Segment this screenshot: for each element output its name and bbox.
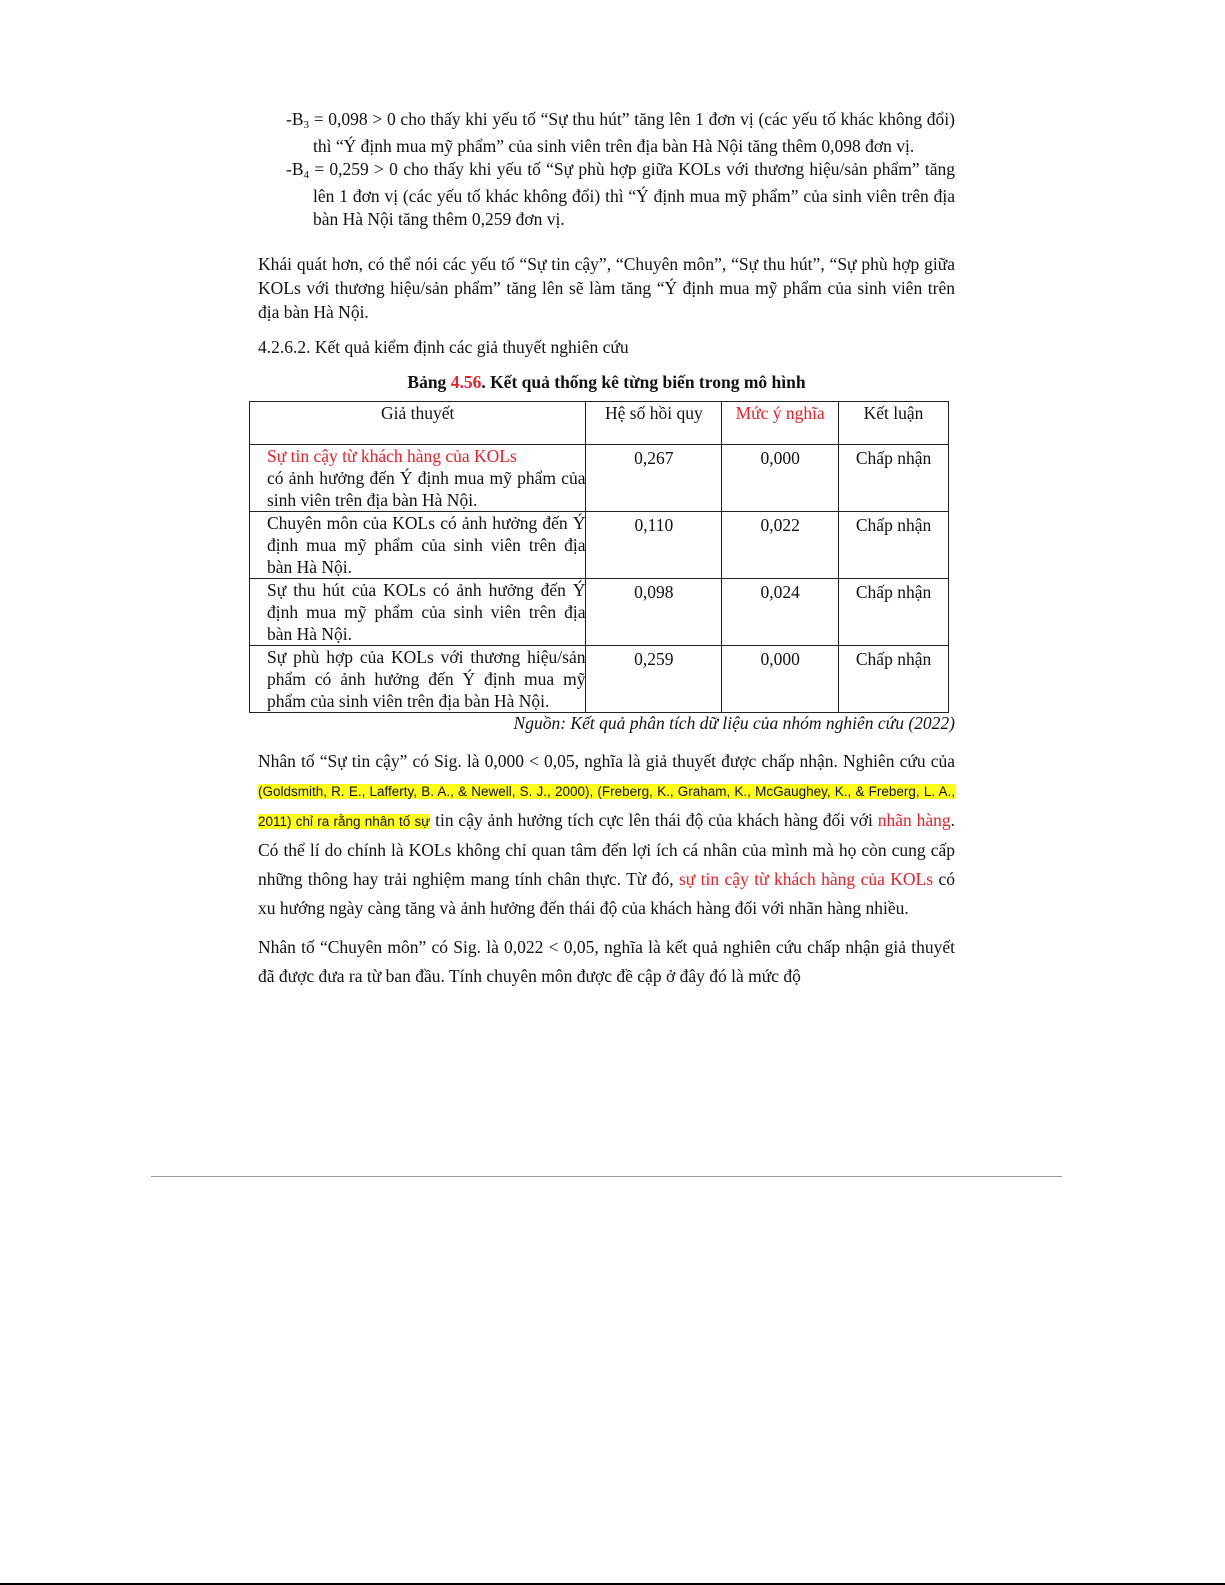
table-caption: Bảng 4.56. Kết quả thống kê từng biến trong mô hình [407, 371, 806, 392]
table-row [250, 511, 949, 578]
table-row [250, 444, 949, 511]
footer-divider [151, 1176, 1062, 1177]
table-header-row [250, 401, 949, 444]
summary-paragraph: Khái quát hơn, có thể nói các yếu tố “Sự tin cậy”, “Chuyên môn”, “Sự thu hút”, “Sự phù hợp giữa KOLs với thương hiệu/sản phẩm” tăng lên sẽ làm tăng “Ý định mua mỹ phẩm của sinh viên trên địa bàn Hà Nội. [258, 253, 955, 322]
header-coefficient: Hệ số hồi quy [586, 401, 722, 444]
conclusion-cell: Chấp nhận [839, 578, 949, 645]
conclusion-cell: Chấp nhận [839, 444, 949, 511]
results-table [249, 401, 949, 713]
conclusion-cell: Chấp nhận [839, 511, 949, 578]
significance-cell: 0,000 [722, 444, 839, 511]
significance-cell: 0,000 [722, 645, 839, 712]
table-row [250, 645, 949, 712]
bullet-b3: $-B_3 = 0,098 > 0$ cho thấy khi yếu tố “Sự thu hút” tăng lên 1 đơn vị (các yếu tố khác không đổi) thì “Ý định mua mỹ phẩm” của sinh viên trên địa bàn Hà Nội tăng thêm 0,098 đơn vị. [286, 109, 955, 156]
conclusion-cell: Chấp nhận [839, 645, 949, 712]
bullet-b4: $-B_4 = 0,259 > 0$ cho thấy khi yếu tố “Sự phù hợp giữa KOLs với thương hiệu/sản phẩm” tăng lên 1 đơn vị (các yếu tố khác không đổi) thì “Ý định mua mỹ phẩm” của sinh viên trên địa bàn Hà Nội tăng thêm 0,259 đơn vị. [286, 159, 955, 229]
document-body [258, 108, 955, 991]
coefficient-cell: 0,110 [586, 511, 722, 578]
table-row [250, 578, 949, 645]
paragraph-expertise: Nhân tố “Chuyên môn” có Sig. là 0,022 < 0,05, nghĩa là kết quả nghiên cứu chấp nhận giả thuyết đã được đưa ra từ ban đầu. Tính chuyên môn được đề cập ở đây đó là mức độ [258, 936, 955, 986]
significance-cell: 0,024 [722, 578, 839, 645]
hypothesis-cell: Sự tin cậy từ khách hàng của KOLs có ảnh hưởng đến Ý định mua mỹ phẩm của sinh viên trên địa bàn Hà Nội. [250, 444, 586, 511]
significance-cell: 0,022 [722, 511, 839, 578]
header-hypothesis: Giả thuyết [250, 401, 586, 444]
table-source: Nguồn: Kết quả phân tích dữ liệu của nhóm nghiên cứu (2022) [513, 712, 955, 733]
citation-highlight: (Goldsmith, R. E., Lafferty, B. A., & Newell, S. J., 2000), (Freberg, K., Graham, K., McGaughey, K., & Freberg, L. A., 2011) chỉ ra rằng nhân tố sự [258, 783, 955, 829]
hypothesis-cell: Chuyên môn của KOLs có ảnh hưởng đến Ý định mua mỹ phẩm của sinh viên trên địa bàn Hà Nội. [250, 511, 586, 578]
coefficient-cell: 0,259 [586, 645, 722, 712]
header-significance: Mức ý nghĩa [722, 401, 839, 444]
section-heading: 4.2.6.2. Kết quả kiểm định các giả thuyết nghiên cứu [258, 336, 629, 357]
coefficient-cell: 0,098 [586, 578, 722, 645]
header-conclusion: Kết luận [839, 401, 949, 444]
hypothesis-cell: Sự phù hợp của KOLs với thương hiệu/sản phẩm có ảnh hưởng đến Ý định mua mỹ phẩm của sinh viên trên địa bàn Hà Nội. [250, 645, 586, 712]
paragraph-reliability: Nhân tố “Sự tin cậy” có Sig. là 0,000 < 0,05, nghĩa là giả thuyết được chấp nhận. Nghiên cứu của (Goldsmith, R. E., Lafferty, B. A., & Newell, S. J., 2000), (Freberg, K., Graham, K., McGaughey, K., & Freberg, L. A., 2011) chỉ ra rằng nhân tố sự tin cậy ảnh hưởng tích cực lên thái độ của khách hàng đối với nhãn hàng. Có thể lí do chính là KOLs không chỉ quan tâm đến lợi ích cá nhân của mình mà họ còn cung cấp những thông hay trải nghiệm mang tính chân thực. Từ đó, sự tin cậy từ khách hàng của KOLs có xu hướng ngày càng tăng và ảnh hưởng đến thái độ của khách hàng đối với nhãn hàng nhiều. [258, 750, 955, 918]
coefficient-cell: 0,267 [586, 444, 722, 511]
hypothesis-cell: Sự thu hút của KOLs có ảnh hưởng đến Ý định mua mỹ phẩm của sinh viên trên địa bàn Hà Nội. [250, 578, 586, 645]
